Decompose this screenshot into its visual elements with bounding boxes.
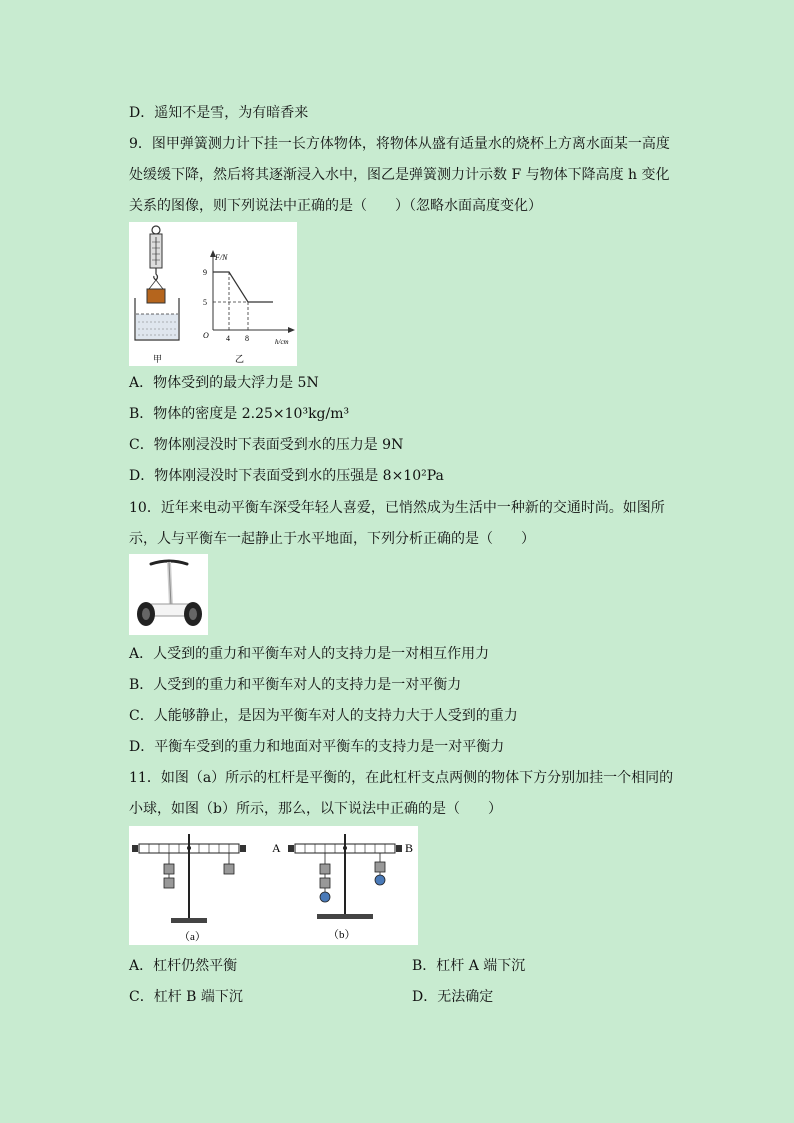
q9-option-a: A．物体受到的最大浮力是 5N [129,375,319,391]
q11-option-a: A．杠杆仍然平衡 [129,958,238,974]
q10-stem-line-1: 10．近年来电动平衡车深受年轻人喜爱，已悄然成为生活中一种新的交通时尚。如图所 [129,500,665,516]
label-yi: 乙 [235,354,245,364]
label-a: （a） [179,931,206,943]
q11-figure [129,826,418,945]
spring-scale-drawing [149,226,163,289]
tick-8: 8 [245,334,249,343]
tick-9: 9 [203,268,207,277]
q11-stem-line-2: 小球，如图（b）所示，那么，以下说法中正确的是（ ） [129,801,502,817]
q11-stem-line-1: 11．如图（a）所示的杠杆是平衡的，在此杠杆支点两侧的物体下方分别加挂一个相同的 [129,770,674,786]
end-b-label: B [405,841,414,855]
q9-stem-line-3: 关系的图像，则下列说法中正确的是（ ）（忽略水面高度变化） [129,198,542,214]
end-a-label: A [272,841,281,855]
q9-figure-svg [129,222,297,366]
q9-stem-line-2: 处缓缓下降，然后将其逐渐浸入水中，图乙是弹簧测力计示数 F 与物体下降高度 h 变化 [129,167,670,183]
tick-5: 5 [203,298,207,307]
label-b: （b） [328,929,356,941]
q9-stem-line-1: 9．图甲弹簧测力计下挂一长方体物体，将物体从盛有适量水的烧杯上方离水面某一高度 [129,136,670,152]
beaker-drawing [135,298,179,340]
q11-option-b: B．杠杆 A 端下沉 [412,958,526,974]
q10-figure [129,554,208,635]
q9-option-d: D．物体刚浸没时下表面受到水的压强是 8×10²Pa [129,468,444,484]
block-object [147,289,165,303]
origin-label: O [203,331,209,340]
q11-option-d: D．无法确定 [412,989,494,1005]
lever-a-drawing [132,834,246,923]
f-h-graph [210,250,295,333]
q9-option-b: B．物体的密度是 2.25×10³kg/m³ [129,406,350,422]
q9-figure [129,222,297,366]
q10-option-c: C．人能够静止，是因为平衡车对人的支持力大于人受到的重力 [129,708,518,724]
q9-option-c: C．物体刚浸没时下表面受到水的压力是 9N [129,437,404,453]
q10-option-d: D．平衡车受到的重力和地面对平衡车的支持力是一对平衡力 [129,739,505,755]
q11-option-c: C．杠杆 B 端下沉 [129,989,243,1005]
q10-option-b: B．人受到的重力和平衡车对人的支持力是一对平衡力 [129,677,462,693]
q10-option-a: A．人受到的重力和平衡车对人的支持力是一对相互作用力 [129,646,490,662]
label-jia: 甲 [153,354,163,364]
tick-4: 4 [226,334,230,343]
q11-figure-svg [129,826,418,945]
balance-scooter-image [129,554,208,635]
y-axis-label: F/N [215,253,228,262]
lever-b-drawing [288,834,402,919]
q8-option-d: D．遥知不是雪，为有暗香来 [129,105,309,121]
q10-stem-line-2: 示，人与平衡车一起静止于水平地面，下列分析正确的是（ ） [129,531,535,547]
x-axis-label: h/cm [275,338,289,346]
